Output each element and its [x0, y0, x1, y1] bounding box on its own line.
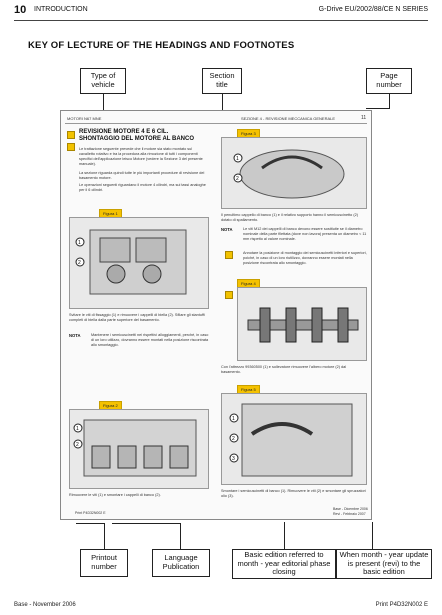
inner-header-left: MOTORI N67 MNE — [67, 116, 102, 121]
figure-tab: Figura 4 — [237, 279, 260, 288]
leader-line — [284, 522, 285, 549]
key-title: KEY OF LECTURE OF THE HEADINGS AND FOOTNOTES — [28, 40, 295, 51]
warning-icon — [67, 131, 75, 139]
label-page-number: Page number — [366, 68, 412, 94]
series-title: G-Drive EU/2002/88/CE N SERIES — [318, 6, 428, 13]
inner-base-info: Base - Dicembre 2006 — [333, 507, 368, 511]
label-section-title: Section title — [202, 68, 242, 94]
nota-text: Le viti M12 dei cappelli di banco devono essere sostituite se il diametro nominale della parte filettata (dove non lavora) presenta un diametro < 11 mm rispetto al valore nominale. — [243, 227, 367, 242]
label-printout-number: Printout number — [80, 549, 128, 577]
leader-line — [389, 94, 390, 108]
leader-line — [76, 523, 104, 524]
inner-paragraph: La sezione riguarda quindi tutte le più importanti procedure di revisione del basamento motore. — [79, 171, 205, 181]
figure-tab: Figura 5 — [237, 385, 260, 394]
inner-paragraph: Le trattazione seguente prevede che il motore sia stato montato sul cavalletto rotativo e tra la procedura alla rimozione di tutti i componenti specifici dell'applicazione leisco Motore (vedere la Sezione 3 del presente manuale). — [79, 147, 203, 167]
label-vehicle-type: Type of vehicle — [80, 68, 126, 94]
figure-caption: Annotare la posizione di montaggio dei semicuscinetti inferiori e superiori, poiché, in caso di un loro riutilizzo, dovranno essere montati nella posizione riscontrata allo smontaggio. — [243, 251, 367, 266]
leader-line — [180, 523, 181, 549]
label-basic-edition: Basic edition referred to month - year editorial phase closing — [232, 549, 336, 579]
label-update: When month - year update is present (revi) to the basic edition — [336, 549, 432, 579]
figure-image-bearings — [221, 393, 367, 485]
tool-icon — [67, 143, 75, 151]
inner-page-number: 11 — [361, 115, 367, 121]
svg-text:1: 1 — [232, 416, 235, 422]
inner-paragraph: Le operazioni seguenti riguardano il motore 4 cilindri, ma sui tassi analoghe per il 6 cilindri. — [79, 183, 206, 193]
figure-image-engine-block — [69, 217, 209, 309]
leader-line — [366, 108, 390, 109]
figure-tab: Figura 2 — [99, 401, 122, 410]
svg-text:2: 2 — [78, 260, 81, 266]
label-language-publication: Language Publication — [152, 549, 210, 577]
figure-caption: Rimuovere le viti (1) e smontare i cappelli di banco (2). — [69, 493, 161, 497]
svg-text:2: 2 — [236, 176, 239, 182]
figure-caption: Con l'attrezzo 99360500 (1) e sollevatore rimuovere l'albero motore (2) dal basamento. — [221, 365, 347, 375]
inner-header-divider — [65, 123, 367, 124]
svg-text:1: 1 — [78, 240, 81, 246]
figure-caption: Smontare i semicuscinetti di banco (1). Rimuovere le viti (2) e smontare gli spruzzatori olio (3). — [221, 489, 366, 499]
sample-page — [60, 110, 372, 520]
figure-caption: Svitare le viti di fissaggio (1) e rimuovere i cappelli di biella (2). Sfilare gli stantuffi completi di biella dalla parte superiore del basamento. — [69, 313, 205, 323]
inner-print-code: Print P4D32N002 E — [75, 511, 106, 515]
figure-image-main-caps — [69, 409, 209, 489]
svg-text:1: 1 — [236, 156, 239, 162]
svg-text:1: 1 — [76, 426, 79, 432]
leader-line — [112, 523, 180, 524]
footer-print: Print P4D32N002 E — [375, 602, 428, 608]
inner-rev-info: Revi - Febbraio 2007 — [333, 512, 366, 516]
tool-icon — [225, 291, 233, 299]
svg-text:2: 2 — [76, 442, 79, 448]
inner-header-right: SEZIONE 4 - REVISIONE MECCANICA GENERALE — [241, 116, 336, 121]
figure-tab: Figura 3 — [237, 129, 260, 138]
header-divider — [14, 20, 428, 21]
svg-text:3: 3 — [232, 456, 235, 462]
nota-label: NOTA — [69, 333, 81, 338]
figure-image-crank-support — [221, 137, 367, 209]
svg-text:2: 2 — [232, 436, 235, 442]
figure-image-crankshaft — [237, 287, 367, 361]
page-number: 10 — [14, 4, 27, 16]
figure-tab: Figura 1 — [99, 209, 122, 218]
figure-caption: Il penultimo cappello di banco (1) e il relativo supporto hanno il semicuscinetto (2) dotato di spallamento. — [221, 213, 358, 223]
inner-title: REVISIONE MOTORE 4 E 6 CIL. SHONTAGGIO DEL MOTORE AL BANCO — [79, 129, 195, 142]
nota-label: NOTA — [221, 227, 233, 232]
warning-icon — [225, 251, 233, 259]
leader-line — [372, 522, 373, 549]
section-name: INTRODUCTION — [34, 6, 88, 13]
leader-line — [104, 523, 105, 549]
nota-text: Mantenere i semicuscinetti nei rispettivi alloggiamenti, perché, in caso di un loro utilizzo, dovranno essere montati nella posizione riscontrata allo smontaggio. — [91, 333, 209, 348]
footer-base: Base - November 2006 — [14, 602, 76, 608]
